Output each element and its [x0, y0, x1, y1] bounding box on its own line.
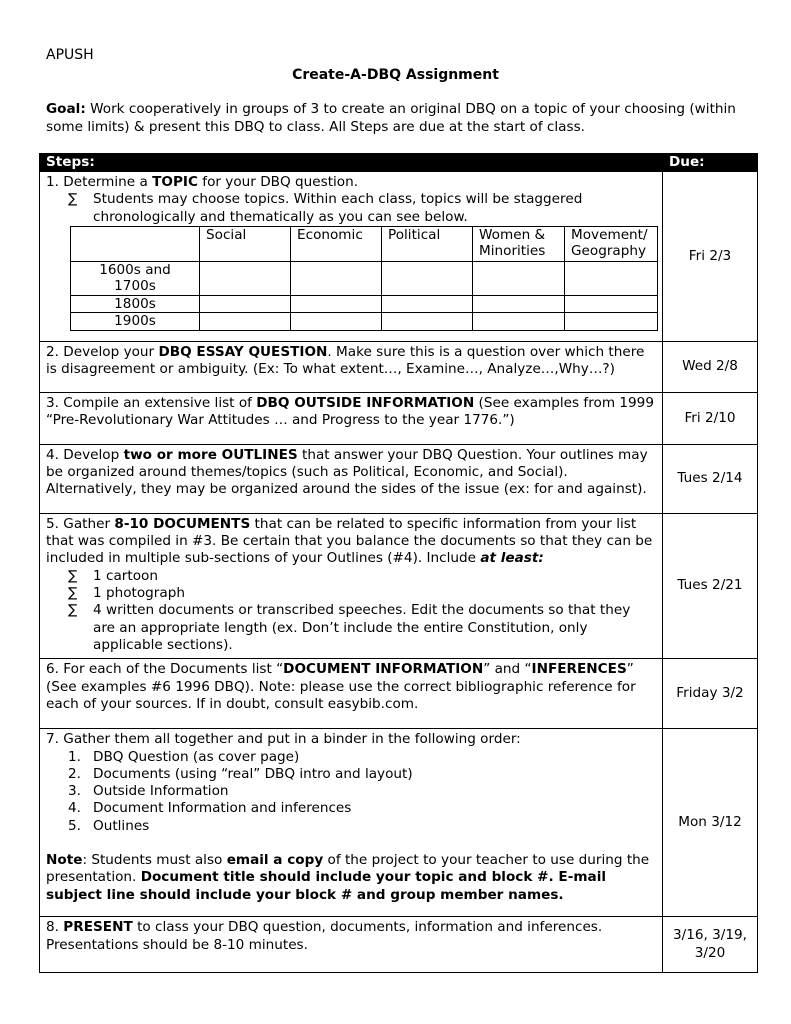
topic-grid-corner [71, 226, 200, 261]
topic-grid-cell [200, 295, 291, 313]
step-3-cell [40, 392, 663, 444]
era-label: 1800s [71, 295, 200, 313]
step-6-cell [40, 659, 663, 729]
step-5-text: 5. Gather 8-10 DOCUMENTS that can be related to specific information from your list that was compiled in #3. Be certain that you balance the documents so that they can be included in multiple sub-sections of your Outlines (#4). Include at least: [46, 515, 653, 567]
step-7-intro: 7. Gather them all together and put in a binder in the following order: [46, 731, 521, 748]
sigma-bullet-icon: ∑ [68, 602, 78, 619]
topic-col-women-minorities: Women & Minorities [473, 226, 565, 261]
sigma-bullet-icon: ∑ [68, 191, 78, 208]
list-item: ∑ 4 written documents or transcribed speeches. Edit the documents so that they are an appropriate length (ex. Don’t include the entire Constitution, only applicable sections). [68, 602, 631, 653]
page-title: Create-A-DBQ Assignment [292, 67, 499, 83]
topic-grid-cell [565, 261, 658, 295]
era-label: 1900s [71, 313, 200, 331]
list-item: 5. Outlines [68, 817, 150, 834]
steps-table [39, 153, 758, 973]
sigma-bullet-icon: ∑ [68, 567, 78, 584]
list-item: 3. Outside Information [68, 783, 229, 800]
step-2-cell [40, 341, 663, 392]
topic-col-political: Political [382, 226, 473, 261]
topic-grid-cell [473, 313, 565, 331]
step-1-cell [40, 172, 663, 342]
topic-col-movement-geography: Movement/ Geography [565, 226, 658, 261]
topic-col-social: Social [200, 226, 291, 261]
step-4-cell [40, 444, 663, 513]
step-8-due: 3/16, 3/19, 3/20 [663, 917, 758, 973]
goal-text: Work cooperatively in groups of 3 to create an original DBQ on a topic of your choosing (within some limits) & present this DBQ to class. All Steps are due at the start of class. [46, 101, 736, 135]
list-item: ∑ 1 photograph [68, 585, 185, 602]
topic-grid-cell [565, 295, 658, 313]
step-6-due: Friday 3/2 [663, 659, 758, 729]
step-row-3 [40, 392, 758, 444]
step-5-cell [40, 513, 663, 658]
list-item: 4. Document Information and inferences [68, 800, 352, 817]
topic-grid-cell [291, 261, 382, 295]
step-row-8 [40, 917, 758, 973]
topic-grid-cell [473, 295, 565, 313]
steps-header: Steps: [40, 154, 663, 172]
list-item: ∑ 1 cartoon [68, 567, 158, 584]
step-row-6 [40, 659, 758, 729]
topic-grid-cell [382, 295, 473, 313]
step-4-due: Tues 2/14 [663, 444, 758, 513]
topic-col-economic: Economic [291, 226, 382, 261]
topic-grid-cell [473, 261, 565, 295]
step-8-cell [40, 917, 663, 973]
topic-grid-cell [200, 313, 291, 331]
topic-grid-row [71, 295, 658, 313]
step-7-note: Note: Students must also email a copy of the project to your teacher to use during the presentation. Document title should include your topic and block #. E-mail subject line should include your block # and group member names. [46, 852, 650, 903]
step-row-4 [40, 444, 758, 513]
course-name: APUSH [46, 47, 94, 63]
step-7-due: Mon 3/12 [663, 729, 758, 917]
step-6-text: 6. For each of the Documents list “DOCUMENT INFORMATION” and “INFERENCES” (See examples #6 1996 DBQ). Note: please use the correct bibliographic reference for each of your sources. If in doubt, consult easybib.com. [46, 661, 636, 712]
topic-grid-cell [382, 261, 473, 295]
topic-grid [70, 226, 658, 331]
step-2-due: Wed 2/8 [663, 341, 758, 392]
step-8-text: 8. PRESENT to class your DBQ question, documents, information and inferences. Presentations should be 8-10 minutes. [46, 919, 603, 953]
table-header-row [40, 154, 758, 172]
step-1-bullet: ∑ Students may choose topics. Within each class, topics will be staggered chronologically and thematically as you can see below. [68, 191, 583, 225]
step-row-2 [40, 341, 758, 392]
step-7-cell [40, 729, 663, 917]
step-3-text: 3. Compile an extensive list of DBQ OUTSIDE INFORMATION (See examples from 1999 “Pre-Revolutionary War Attitudes … and Progress to the year 1776.”) [46, 394, 654, 429]
list-item: 2. Documents (using “real” DBQ intro and layout) [68, 765, 413, 782]
list-item: 1. DBQ Question (as cover page) [68, 748, 300, 765]
goal-paragraph [46, 101, 766, 136]
step-row-5 [40, 513, 758, 658]
goal-label: Goal: [46, 101, 86, 117]
step-3-due: Fri 2/10 [663, 392, 758, 444]
step-2-text: 2. Develop your DBQ ESSAY QUESTION. Make sure this is a question over which there is disagreement or ambiguity. (Ex: To what extent…, Examine…, Analyze…,Why…?) [46, 343, 645, 378]
step-4-text: 4. Develop two or more OUTLINES that answer your DBQ Question. Your outlines may be organized around themes/topics (such as Political, Economic, and Social). Alternatively, they may be organized around the sides of the issue (ex: for and against). [46, 446, 648, 498]
due-header: Due: [663, 154, 758, 172]
step-1-due: Fri 2/3 [663, 172, 758, 342]
topic-grid-cell [200, 261, 291, 295]
topic-grid-cell [565, 313, 658, 331]
topic-grid-row [71, 261, 658, 295]
sigma-bullet-icon: ∑ [68, 585, 78, 602]
era-label: 1600s and 1700s [71, 261, 200, 295]
step-row-1 [40, 172, 758, 342]
topic-grid-cell [291, 313, 382, 331]
topic-grid-row [71, 313, 658, 331]
topic-grid-header [71, 226, 658, 261]
step-row-7 [40, 729, 758, 917]
step-1-text: 1. Determine a TOPIC for your DBQ question. [46, 174, 359, 190]
topic-grid-cell [291, 295, 382, 313]
step-5-due: Tues 2/21 [663, 513, 758, 658]
topic-grid-cell [382, 313, 473, 331]
